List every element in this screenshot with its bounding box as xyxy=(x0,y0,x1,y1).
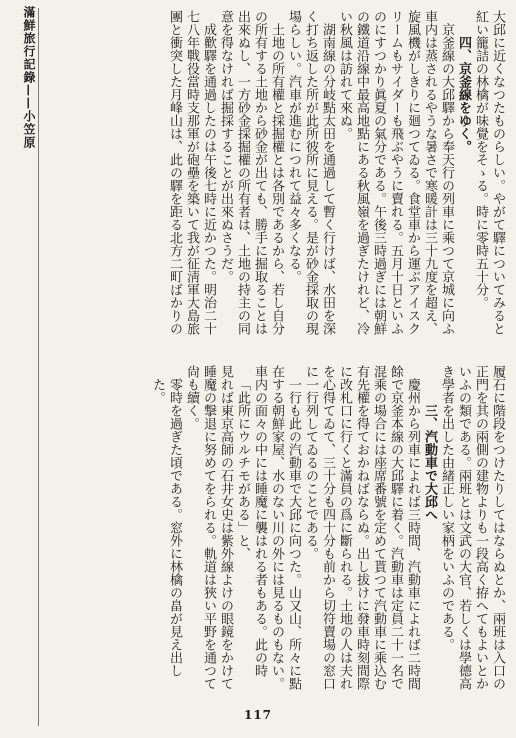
text-line: 土地の所有權と採掘權とは各別であるから、若し自分 xyxy=(269,23,284,335)
text-line: の所有する土地から砂金が出ても、勝手に掘取ることは xyxy=(252,10,267,335)
text-line: 睡魔の撃退に努めてをられる。軌道は狹い平野を通つて xyxy=(201,365,216,690)
text-line: い秋風は訪れて來ぬ。 xyxy=(337,10,352,140)
text-line: く打ち返した所が此所彼所に見える。是が砂金採取の現 xyxy=(303,10,318,335)
text-line: 意を得なければ掘採することが出來ぬさうだ。 xyxy=(218,10,233,283)
text-line: 有先權を得ておかねばならぬ。出し拔けに發車時刻間際 xyxy=(354,365,369,690)
text-line: 「此所にウルチモがある」と、 xyxy=(235,378,250,560)
text-line: 履石に階段をつけたりしてはならぬとか、兩班は入口の xyxy=(490,365,505,690)
text-line: の鐵道沿線中最高地點にある秋風嶺を過ぎたけれど、冷 xyxy=(354,10,369,335)
text-line: に改札口に行くと滿員の爲に斷られる。土地の人は夫れ xyxy=(337,365,352,690)
page-number: 117 xyxy=(243,708,273,722)
text-line: 零時を過ぎた頃である。窓外に林檎の畠が見え出した。 xyxy=(150,378,182,677)
running-header: 滿鮮旅行記錄——小笠原 xyxy=(22,6,36,149)
text-line: き學者を出した由緒正しい家柄をいふのである。 xyxy=(439,365,454,651)
text-line: 七八年戰役當時支那軍が砲壘を築いて我が征淸軍大島旅 xyxy=(184,10,199,335)
section-heading: 三、汽動車で大邱へ xyxy=(422,404,437,521)
lower-text-block xyxy=(44,365,506,695)
text-line: 車内は蒸されるやうな暑さで寒暖計は三十九度を超え、 xyxy=(422,10,437,335)
text-line: 出來ぬし、一方砂金採掘權の所有者は、土地の持主の同 xyxy=(235,10,250,335)
text-line: に一行列してゐるのことである。 xyxy=(303,365,318,560)
text-line: いふの類である。兩班とは文武の大官、若しくは學德高 xyxy=(456,365,471,690)
header-rule xyxy=(38,8,39,726)
text-line: 見れば東京高師の石井女史は紫外線よけの眼鏡をかけて xyxy=(218,365,233,690)
text-line: 紅い籠詰の林檎が味覺をそゝる。時に零時五十分。 xyxy=(473,10,488,309)
text-line: 湖南線の分岐點太田を通過して暫く行けば、水田を深 xyxy=(320,23,335,335)
text-line: 場らしい。汽車が進むにつれて益々多くなる。 xyxy=(286,10,301,283)
text-line: 餘で京釜本線の大邱驛に着く。汽動車は定員二十一名で xyxy=(388,365,403,690)
upper-text-block xyxy=(44,10,506,345)
text-line: 一行も此の汽動車で大邱に向つた。山又山、所々に點 xyxy=(286,378,301,690)
text-line: のにすつかり眞夏の氣分である。午後三時過ぎには朝鮮 xyxy=(371,10,386,335)
text-line: 尙も續く。 xyxy=(184,365,199,430)
text-line: 正門を其の兩側の建物よりも一段高く拵へてもよいとか xyxy=(473,365,488,690)
text-line: 團と衝突した月峰山は、此の驛を距る北方二町ばかりの xyxy=(167,10,182,335)
text-line: 成歡驛を通過したのは午後七時に近かつた。明治二十 xyxy=(201,23,216,335)
text-line: 車内の面々の中には睡魔に襲はれる者もある。此の時 xyxy=(252,365,267,677)
text-line: 旋風機がしきりに廻つてゐる。食堂車から運ぶアイスク xyxy=(405,10,420,335)
text-line: 大邱に近くなつたものらしい。やがて驛についてみると xyxy=(490,10,505,335)
text-line: 京釜線の大邱驛から奉天行の列車に乘つて京城に向ふ xyxy=(439,23,454,335)
text-line: を心得てゐて、三十分も四十分も前から切符賣場の窓口 xyxy=(320,365,335,690)
text-line: 在する朝鮮家屋、水のない川の外には見るものもない。 xyxy=(269,365,284,690)
section-heading: 四、京釜線をゆく。 xyxy=(456,36,471,153)
text-line: 混乘の場合には座席番號を定めて貰つて汽動車に乘込む xyxy=(371,365,386,690)
text-line: 慶州から列車によれば三時間、汽動車によれば二時間 xyxy=(405,378,420,690)
text-line: リームもサイダーも飛ぶやうに賣れる。五月十日といふ xyxy=(388,10,403,335)
